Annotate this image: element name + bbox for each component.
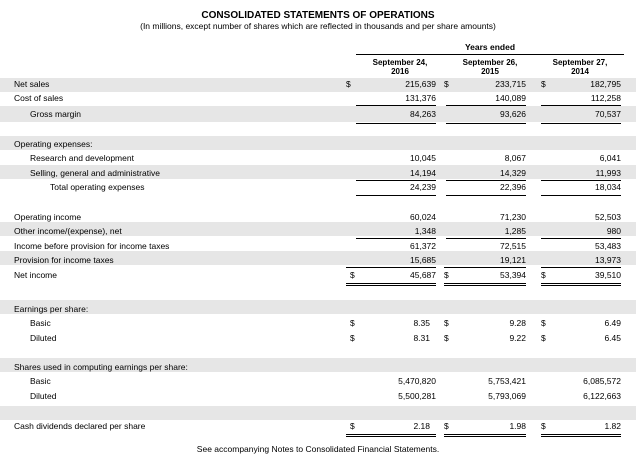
double-total-rule <box>541 283 621 286</box>
row-cash-dividends <box>0 420 636 434</box>
subtotal-rule <box>346 267 436 268</box>
value-2016: 215,639 <box>405 79 436 89</box>
value-2014: 182,795 <box>590 79 621 89</box>
row-label: Provision for income taxes <box>14 255 114 265</box>
value-2015: 8,067 <box>504 153 526 163</box>
row-label: Income before provision for income taxes <box>14 241 170 251</box>
column-header-year: 2016 <box>391 67 409 76</box>
row-net-income <box>0 269 636 283</box>
subtotal-rule <box>356 238 436 239</box>
value-2016: 45,687 <box>410 270 436 280</box>
value-2014: 112,258 <box>590 93 621 103</box>
dollar-sign: $ <box>541 318 546 328</box>
dollar-sign: $ <box>350 333 355 343</box>
value-2014: 6.45 <box>604 333 621 343</box>
subtotal-rule <box>444 267 526 268</box>
dollar-sign: $ <box>346 79 351 89</box>
value-2015: 1,285 <box>504 226 526 236</box>
row-label: Other income/(expense), net <box>14 226 122 236</box>
section-shares-used <box>0 361 636 375</box>
value-2016: 8.35 <box>413 318 430 328</box>
footnote: See accompanying Notes to Consolidated Financial Statements. <box>196 444 440 454</box>
dollar-sign: $ <box>541 79 546 89</box>
subtotal-rule <box>541 105 621 106</box>
value-2014: 6,122,663 <box>583 391 621 401</box>
double-total-rule <box>444 434 526 437</box>
value-2015: 1.98 <box>509 421 526 431</box>
dollar-sign: $ <box>350 270 355 280</box>
value-2016: 8.31 <box>413 333 430 343</box>
section-earnings-per-share <box>0 303 636 317</box>
value-2016: 5,500,281 <box>398 391 436 401</box>
row-total-operating-expenses <box>0 181 636 195</box>
value-2015: 19,121 <box>500 255 526 265</box>
value-2014: 13,973 <box>595 255 621 265</box>
dollar-sign: $ <box>444 318 449 328</box>
row-label: Gross margin <box>30 109 82 119</box>
double-total-rule <box>346 434 436 437</box>
value-2015: 9.22 <box>509 333 526 343</box>
value-2016: 84,263 <box>410 109 436 119</box>
row-operating-income <box>0 211 636 225</box>
section-operating-expenses <box>0 138 636 152</box>
row-label: Research and development <box>30 153 134 163</box>
value-2016: 131,376 <box>405 93 436 103</box>
row-eps-diluted <box>0 332 636 346</box>
row-label: Net sales <box>14 79 50 89</box>
row-income-before-taxes <box>0 240 636 254</box>
row-shares-basic <box>0 375 636 389</box>
row-label: Basic <box>30 376 51 386</box>
section-label: Earnings per share: <box>14 304 89 314</box>
dollar-sign: $ <box>444 333 449 343</box>
dollar-sign: $ <box>350 421 355 431</box>
value-2014: 980 <box>606 226 621 236</box>
column-header-2015 <box>446 58 534 76</box>
value-2016: 24,239 <box>410 182 436 192</box>
value-2014: 18,034 <box>595 182 621 192</box>
column-header-2014 <box>536 58 624 76</box>
section-label: Operating expenses: <box>14 139 93 149</box>
value-2014: 53,483 <box>595 241 621 251</box>
value-2014: 1.82 <box>604 421 621 431</box>
subtotal-rule <box>541 267 621 268</box>
value-2016: 60,024 <box>410 212 436 222</box>
dollar-sign: $ <box>541 333 546 343</box>
dollar-sign: $ <box>444 270 449 280</box>
value-2015: 22,396 <box>500 182 526 192</box>
column-header-year: 2015 <box>481 67 499 76</box>
row-label: Diluted <box>30 391 57 401</box>
row-label: Basic <box>30 318 51 328</box>
double-total-rule <box>541 434 621 437</box>
row-label: Net income <box>14 270 57 280</box>
value-2016: 61,372 <box>410 241 436 251</box>
subtotal-rule <box>446 238 526 239</box>
subtotal-rule <box>356 105 436 106</box>
row-cost-of-sales <box>0 92 636 106</box>
dollar-sign: $ <box>350 318 355 328</box>
column-header-year: 2014 <box>571 67 589 76</box>
value-2015: 5,753,421 <box>488 376 526 386</box>
row-shares-diluted <box>0 390 636 404</box>
value-2016: 5,470,820 <box>398 376 436 386</box>
total-rule <box>356 123 436 124</box>
row-label: Cost of sales <box>14 93 64 103</box>
value-2014: 6,085,572 <box>583 376 621 386</box>
value-2015: 93,626 <box>500 109 526 119</box>
dollar-sign: $ <box>541 421 546 431</box>
section-label: Shares used in computing earnings per share: <box>14 362 188 372</box>
total-rule <box>446 123 526 124</box>
row-shade <box>0 406 636 420</box>
value-2015: 233,715 <box>495 79 526 89</box>
value-2016: 14,194 <box>410 168 436 178</box>
value-2015: 53,394 <box>500 270 526 280</box>
subtotal-rule <box>541 238 621 239</box>
subtotal-rule <box>446 105 526 106</box>
double-total-rule <box>444 283 526 286</box>
row-label: Total operating expenses <box>50 182 145 192</box>
row-label: Diluted <box>30 333 57 343</box>
value-2016: 15,685 <box>410 255 436 265</box>
row-label: Cash dividends declared per share <box>14 421 146 431</box>
value-2014: 6,041 <box>599 153 621 163</box>
row-label: Selling, general and administrative <box>30 168 160 178</box>
value-2014: 39,510 <box>595 270 621 280</box>
total-rule <box>356 195 436 196</box>
double-total-rule <box>346 283 436 286</box>
column-header-date: September 24, <box>372 58 428 67</box>
years-header-rule <box>356 54 624 55</box>
total-rule <box>541 123 621 124</box>
value-2014: 11,993 <box>595 168 621 178</box>
column-header-date: September 27, <box>552 58 608 67</box>
column-header-2016 <box>356 58 444 76</box>
row-label: Operating income <box>14 212 82 222</box>
statement-subtitle: (In millions, except number of shares which are reflected in thousands and per share amounts) <box>140 21 496 31</box>
value-2014: 6.49 <box>604 318 621 328</box>
value-2015: 5,793,069 <box>488 391 526 401</box>
row-net-sales <box>0 78 636 92</box>
value-2015: 72,515 <box>500 241 526 251</box>
years-ended-header: Years ended <box>464 42 516 52</box>
dollar-sign: $ <box>541 270 546 280</box>
dollar-sign: $ <box>444 421 449 431</box>
row-research-development <box>0 152 636 166</box>
value-2016: 2.18 <box>413 421 430 431</box>
value-2014: 52,503 <box>595 212 621 222</box>
row-gross-margin <box>0 108 636 122</box>
total-rule <box>446 195 526 196</box>
value-2015: 9.28 <box>509 318 526 328</box>
value-2016: 10,045 <box>410 153 436 163</box>
statement-title: CONSOLIDATED STATEMENTS OF OPERATIONS <box>201 10 435 21</box>
row-provision-income-taxes <box>0 254 636 268</box>
value-2015: 71,230 <box>500 212 526 222</box>
total-rule <box>541 195 621 196</box>
value-2016: 1,348 <box>414 226 436 236</box>
row-eps-basic <box>0 317 636 331</box>
column-header-date: September 26, <box>462 58 518 67</box>
value-2015: 14,329 <box>500 168 526 178</box>
row-selling-general-admin <box>0 167 636 181</box>
value-2014: 70,537 <box>595 109 621 119</box>
dollar-sign: $ <box>444 79 449 89</box>
value-2015: 140,089 <box>495 93 526 103</box>
row-other-income <box>0 225 636 239</box>
